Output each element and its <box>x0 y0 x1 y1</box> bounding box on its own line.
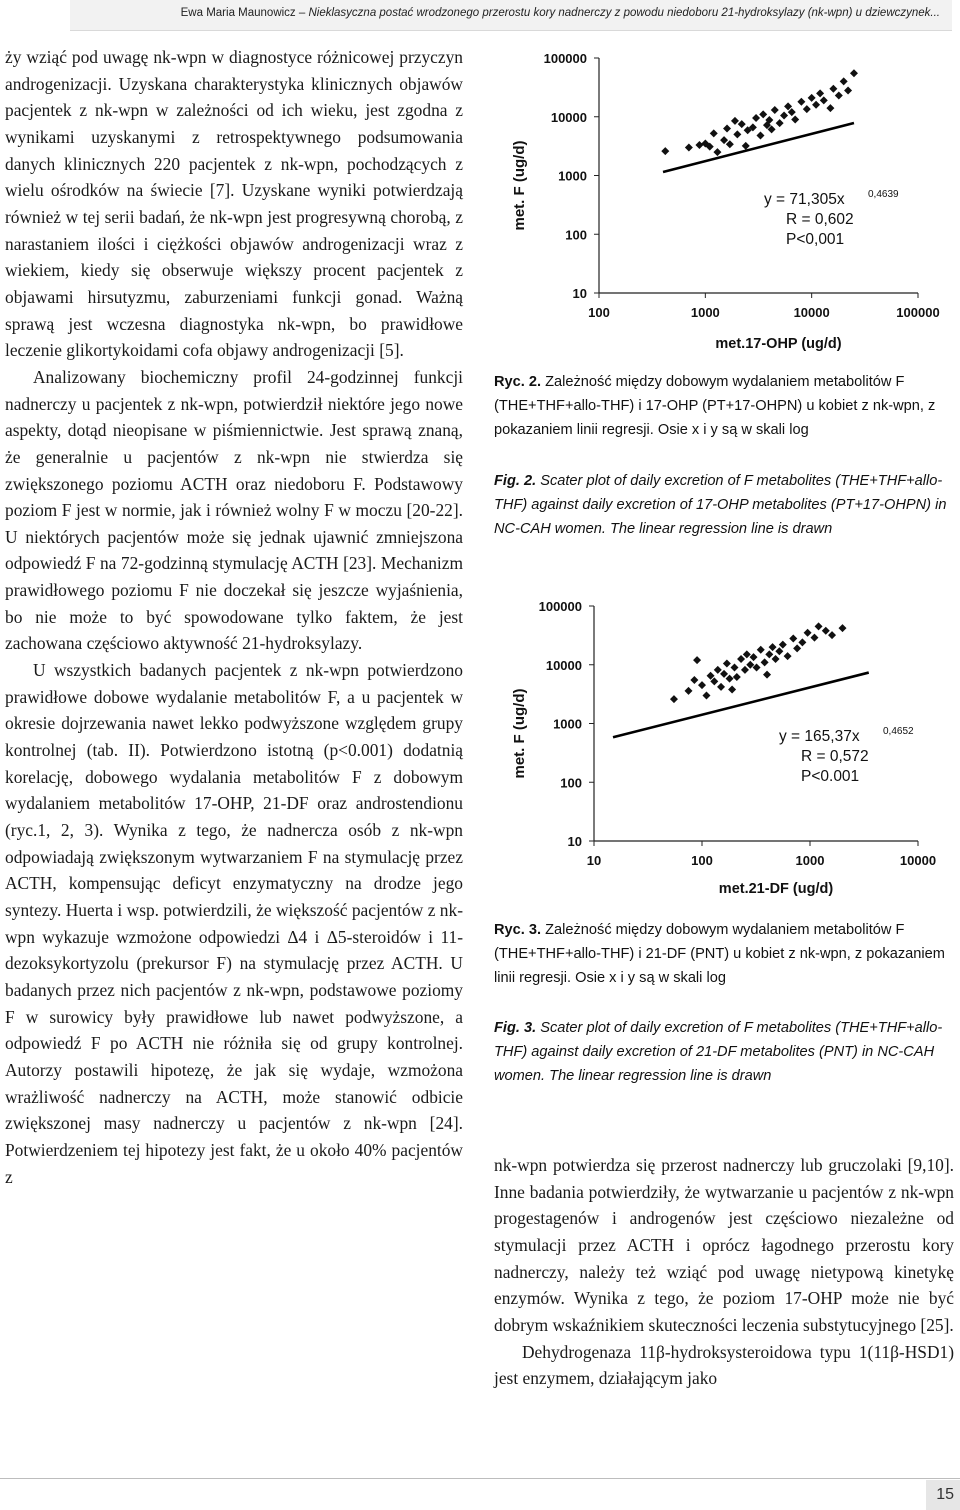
data-point <box>798 638 806 646</box>
x-tick-label: 100 <box>588 305 610 320</box>
data-point <box>702 691 710 699</box>
data-point <box>661 147 669 155</box>
data-point <box>803 105 811 113</box>
y-tick-label: 10 <box>572 286 587 301</box>
data-point <box>812 101 820 109</box>
data-point <box>690 676 698 684</box>
data-point <box>743 650 751 658</box>
data-point <box>828 631 836 639</box>
right-paragraph-1: nk-wpn potwierdza się przerost nadnerczy lub gruczolaki [9,10]. Inne badania potwierdziły, że wytwarzanie u pacjentów z nk-wpn progestagenów i androgenów jest częściowo niezależne od stymulacji przez ACTH i oprócz łagodnego przerostu kory nadnerczy, należy też wziąć pod uwagę nietypową kinetykę enzymów. Wynika z tego, że poziom 17-OHP może nie być dobrym wskaźnikiem skuteczności leczenia substytucyjnego [25]. <box>494 1155 954 1335</box>
data-point <box>685 687 693 695</box>
y-tick-label: 100000 <box>538 599 582 614</box>
data-point <box>815 622 823 630</box>
data-point <box>698 681 706 689</box>
data-point <box>769 643 777 651</box>
figure-2-caption-en <box>494 469 954 541</box>
data-point <box>757 646 765 654</box>
y-axis-title: met. F (ug/d) <box>511 140 528 231</box>
data-point <box>670 695 678 703</box>
data-point <box>726 675 734 683</box>
data-point <box>750 653 758 661</box>
x-tick-label: 10000 <box>793 305 830 320</box>
data-point <box>763 671 771 679</box>
data-point <box>808 94 816 102</box>
data-point <box>710 129 718 137</box>
regression-exponent: 0,4639 <box>868 189 899 200</box>
data-point <box>780 112 788 120</box>
data-point <box>840 77 848 85</box>
data-point <box>756 131 764 139</box>
p-value: P<0.001 <box>801 768 860 785</box>
data-point <box>761 658 769 666</box>
r-value: R = 0,602 <box>786 211 854 228</box>
footer-rule <box>0 1478 960 1479</box>
left-paragraph-2: Analizowany biochemiczny profil 24-godzinnej funkcji nadnerczy u pacjentek z nk-wpn, potwierdził niektóre jego nowe aspekty, dotąd nieopisane w piśmiennictwie. Jest sprawą znaną, że generalnie u pacjentów z nk-wpn nie stwierdza się zwiększonego poziomu ACTH oraz niedoboru F. Podstawowy poziom F jest w normie, jak i również wolny F w moczu [20-22]. U niektórych pacjentów może się jednak ujawnić zmniejszona odpowiedź F na 72-godzinną stymulację ACTH [23]. Mechanizm prawidłowego poziomu F nie doczekał się jeszcze wyjaśnienia, bo nie może to być spowodowane tylko faktem, że jest zachowana częściowo aktywność 21-hydroksylazy. <box>5 366 463 654</box>
data-point <box>731 663 739 671</box>
left-paragraph-1: ży wziąć pod uwagę nk-wpn w diagnostyce różnicowej przyczyn androgenizacji. Uzyskana charakterystyka klinicznych objawów pacjentek z nk-wpn w zależności od ich wieku, jest zgodna z wynikami uzyskanymi z retrospektywnego podsumowania danych klinicznych 220 pacjentek z nk-wpn, pochodzących z wielu ośrodków na świecie [7]. Uzyskane wyniki potwierdzają również w tej serii badań, że nk-wpn jest progresywną chorobą, z narastaniem ilości i ciężkości objawów androgenizacji wraz z wiekiem, kiedy się obserwuje większy procent pacjentek z objawami hirsutyzmu, zaburzeniami funkcji gonad. Ważną sprawą jest wczesna diagnostyka nk-wpn, bo prawidłowe leczenie glikortykoidami cofa objawy androgenizacji [5]. <box>5 47 463 361</box>
left-column <box>5 44 463 1190</box>
data-point <box>850 69 858 77</box>
data-point <box>791 115 799 123</box>
figure-3-label-pl: Ryc. 3. <box>494 922 542 938</box>
data-point <box>752 114 760 122</box>
data-point <box>771 106 779 114</box>
y-tick-label: 1000 <box>558 168 587 184</box>
right-paragraph-2: Dehydrogenaza 11β-hydroksysteroidowa typu 1(11β-HSD1) jest enzymem, działającym jako <box>494 1341 954 1389</box>
data-point <box>742 142 750 150</box>
data-point <box>738 120 746 128</box>
data-point <box>720 670 728 678</box>
data-point <box>779 641 787 649</box>
data-point <box>720 136 728 144</box>
data-point <box>695 141 703 149</box>
figure-3-caption-en-text: Scater plot of daily excretion of F metabolites (THE+THF+allo-THF) against daily excretion of 21-DF metabolites (PNT) in NC-CAH women. The linear regression line is drawn <box>494 1020 943 1084</box>
data-point <box>789 634 797 642</box>
data-point <box>826 104 834 112</box>
figure-2-caption-en-text: Scater plot of daily excretion of F metabolites (THE+THF+allo-THF) against daily excretion of 17-OHP metabolites (PT+17-OHPN) in NC-CAH women. The linear regression line is drawn <box>494 473 947 537</box>
x-tick-label: 100 <box>691 853 713 868</box>
y-tick-label: 10 <box>567 834 582 849</box>
page-number: 15 <box>936 1486 954 1503</box>
data-point <box>723 660 731 668</box>
y-tick-label: 100 <box>560 775 582 791</box>
data-point <box>776 119 784 127</box>
y-tick-label: 100 <box>565 227 587 243</box>
y-tick-label: 100000 <box>543 51 587 66</box>
x-tick-label: 1000 <box>795 853 825 868</box>
x-tick-label: 100000 <box>896 305 940 320</box>
regression-equation: y = 71,305x <box>764 191 845 208</box>
data-point <box>714 666 722 674</box>
figure-2-scatter-chart <box>494 38 960 368</box>
data-point <box>741 666 749 674</box>
figure-3-label-en: Fig. 3. <box>494 1020 537 1036</box>
x-axis-title: met.21-DF (ug/d) <box>718 881 834 897</box>
figure-2-caption-pl <box>494 370 954 442</box>
figure-2-label-pl: Ryc. 2. <box>494 374 542 390</box>
data-point <box>829 85 837 93</box>
data-point <box>731 117 739 125</box>
data-point <box>737 655 745 663</box>
data-point <box>775 647 783 655</box>
data-point <box>844 86 852 94</box>
data-point <box>820 96 828 104</box>
figure-3-scatter-chart <box>494 588 960 908</box>
data-point <box>717 683 725 691</box>
x-tick-label: 10 <box>586 853 602 868</box>
x-tick-label: 1000 <box>690 305 720 320</box>
data-point <box>723 125 731 133</box>
data-point <box>713 148 721 156</box>
running-header <box>70 0 952 31</box>
data-point <box>835 91 843 99</box>
data-point <box>685 143 693 151</box>
x-tick-label: 10000 <box>899 853 937 868</box>
data-point <box>839 624 847 632</box>
y-tick-label: 10000 <box>545 657 582 673</box>
data-point <box>733 673 741 681</box>
y-axis-title: met. F (ug/d) <box>511 688 528 779</box>
header-title: Nieklasyczna postać wrodzonego przerostu kory nadnerczy z powodu niedoboru 21-hydroksylazy (nk-wpn) u dziewczynek... <box>308 7 940 19</box>
y-tick-label: 1000 <box>553 716 582 732</box>
data-point <box>816 89 824 97</box>
data-point <box>765 650 773 658</box>
figure-3-caption-pl-text: Zależność między dobowym wydalaniem metabolitów F (THE+THF+allo-THF) i 21-DF (PNT) u kobiet z nk-wpn, z pokazaniem linii regresji. Osie x i y są w skali log <box>494 922 945 986</box>
figure-2-caption-pl-text: Zależność między dobowym wydalaniem metabolitów F (THE+THF+allo-THF) i 17-OHP (PT+17-OHPN) u kobiet z nk-wpn, z pokazaniem linii regresji. Osie x i y są w skali log <box>494 374 936 438</box>
data-point <box>822 627 830 635</box>
header-authors: Ewa Maria Maunowicz – <box>180 7 309 19</box>
data-point <box>733 130 741 138</box>
figure-2-label-en: Fig. 2. <box>494 473 537 489</box>
left-paragraph-3: U wszystkich badanych pacjentek z nk-wpn potwierdzono prawidłowe dobowe wydalanie metabolitów F, a u pacjentek w okresie dojrzewania nawet lekko podwyższone względem grupy kontrolnej (tab. II). Potwierdzono istotną (p<0.001) dodatnią korelację, dobowego wydalania metabolitów F z dobowym wydalaniem metabolitów 17-OHP, 21-DF oraz androstendionu (ryc.1, 2, 3). Wynika z tego, że nadnercza osób z nk-wpn odpowiadają zwiększonym wytwarzaniem F na stymulację przez ACTH, kompensując deficyt enzymatyczny na drodze jego syntezy. Huerta i wsp. potwierdzili, że większość pacjentów z nk-wpn wykazuje wzmożone odpowiedzi Δ4 i Δ5-steroidów i 11-dezoksykortyzolu (prekursor F) na stymulację przez ACTH. U badanych przez nich pacjentów z nk-wpn, podstawowe poziomy F w surowicy były prawidłowe lub nawet podwyższone, a odpowiedź F po ACTH nie różniła się od grupy kontrolnej. Autorzy postawili hipotezę, że jak się wydaje, wzmożona wrażliwość nadnerczy na ACTH, może stanowić odbicie zwiększonej masy nadnerczy u pacjentów z nk-wpn [24]. Potwierdzeniem tej hipotezy jest fakt, że u około 40% pacjentów z <box>5 660 463 1187</box>
data-point <box>797 98 805 106</box>
data-point <box>726 140 734 148</box>
data-point <box>772 655 780 663</box>
data-point <box>793 644 801 652</box>
r-value: R = 0,572 <box>801 748 869 765</box>
right-column-text <box>494 1152 954 1392</box>
figure-3-caption-en <box>494 1016 954 1088</box>
figure-3-caption-pl <box>494 918 954 990</box>
regression-exponent: 0,4652 <box>883 726 914 737</box>
data-point <box>728 685 736 693</box>
data-point <box>784 652 792 660</box>
y-tick-label: 10000 <box>550 109 587 125</box>
data-point <box>693 656 701 664</box>
regression-equation: y = 165,37x <box>779 728 860 745</box>
data-point <box>759 110 767 118</box>
data-point <box>804 629 812 637</box>
running-header-text <box>181 7 940 19</box>
x-axis-title: met.17-OHP (ug/d) <box>715 336 842 352</box>
p-value: P<0,001 <box>786 231 845 248</box>
data-point <box>810 634 818 642</box>
